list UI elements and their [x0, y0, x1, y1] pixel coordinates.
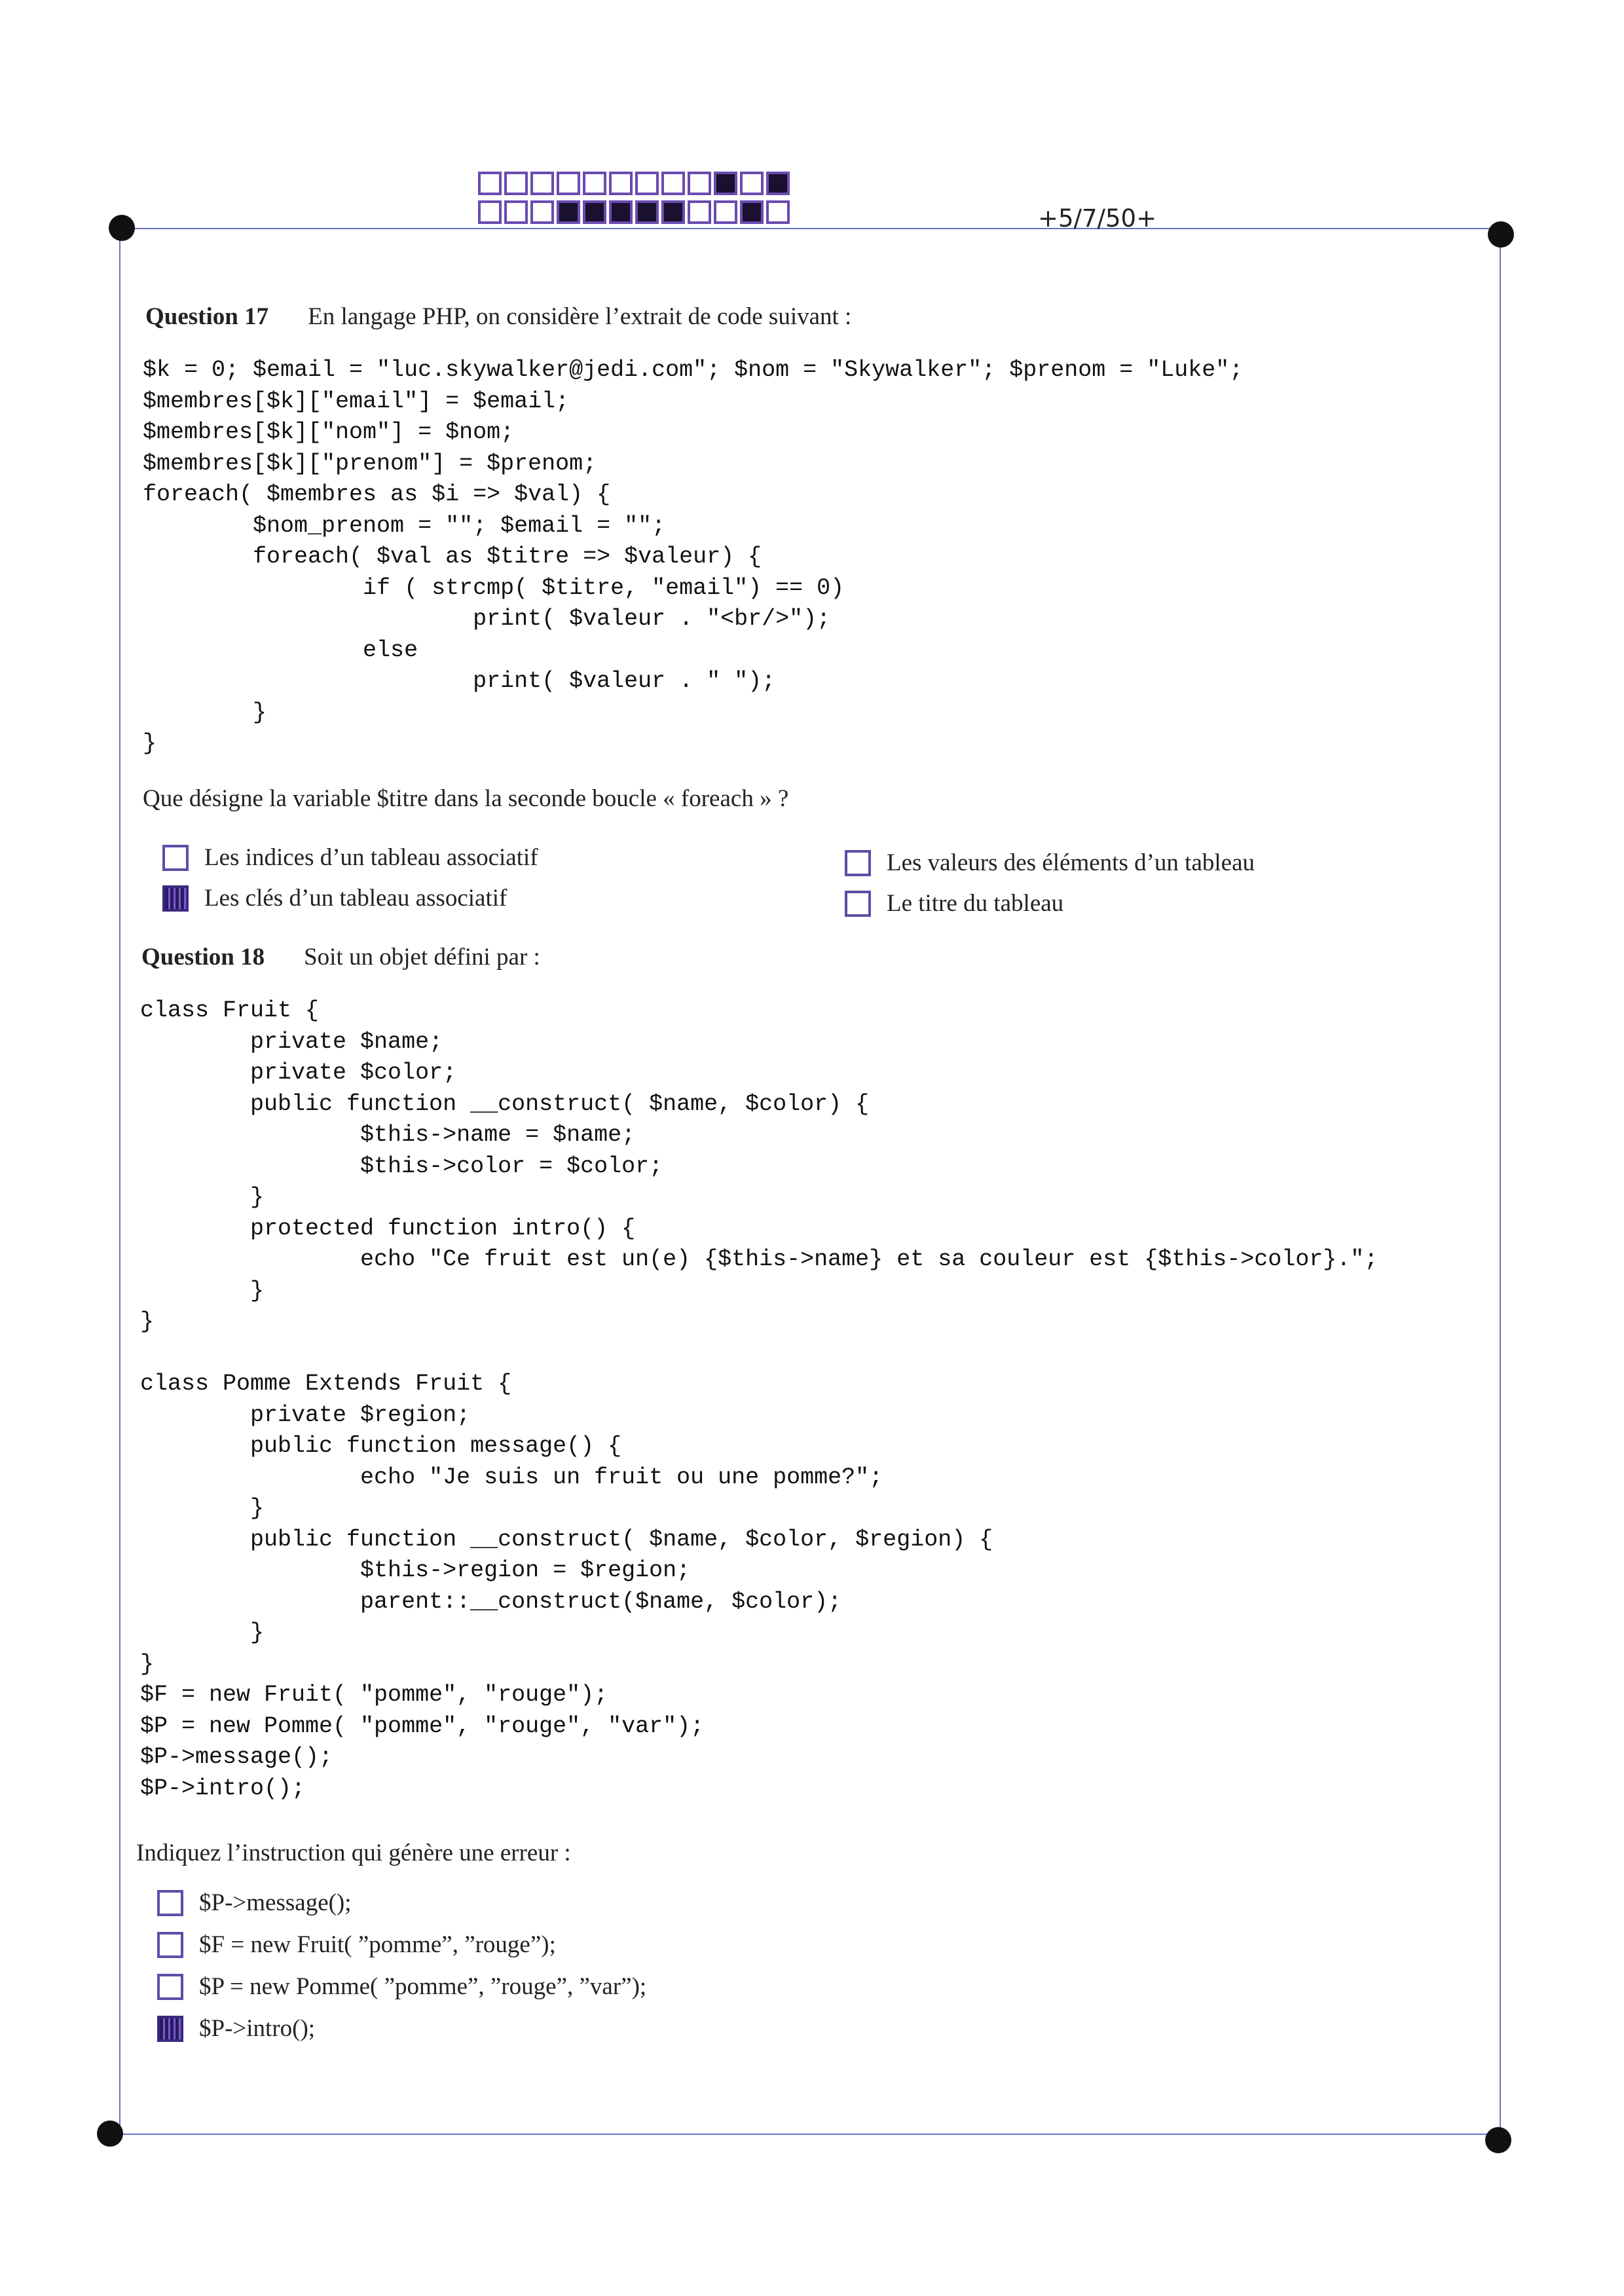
- barcode-cell: [661, 172, 685, 195]
- option-label: Le titre du tableau: [887, 890, 1064, 917]
- q17-option-3[interactable]: [845, 849, 1255, 877]
- question-18-code: class Fruit { private $name; private $color; public function __construct( $name, $color) { $this->name = $name; $this->color = $color; } protected function intro() { echo "Ce fruit est un(e) {$this->name} et sa couleur est {$this->color}."; } } class Pomme Extends Fruit { private $region; public function message() { echo "Je suis un fruit ou une pomme?"; } public function __construct( $name, $color, $region) { $this->region = $region; parent::__construct($name, $color); } } $F = new Fruit( "pomme", "rouge"); $P = new Pomme( "pomme", "rouge", "var"); $P->message(); $P->intro();: [140, 997, 1378, 1802]
- option-label: $P->message();: [199, 1889, 352, 1916]
- frame-bottom-line: [110, 2134, 1497, 2135]
- checkbox[interactable]: [157, 2016, 183, 2042]
- barcode-cell: [609, 200, 633, 224]
- question-number: Question 18: [141, 944, 265, 971]
- barcode-cell: [478, 172, 502, 195]
- barcode-cell: [766, 172, 790, 195]
- option-label: Les valeurs des éléments d’un tableau: [887, 849, 1255, 876]
- checkbox[interactable]: [162, 845, 189, 871]
- barcode-cell: [583, 172, 606, 195]
- corner-mark-top-right: [1488, 221, 1514, 248]
- question-17-code: $k = 0; $email = "luc.skywalker@jedi.com"; $nom = "Skywalker"; $prenom = "Luke"; $membres[$k]["email"] = $email; $membres[$k]["nom"] = $nom; $membres[$k]["prenom"] = $prenom; foreach( $membres as $i => $val) { $nom_prenom = ""; $email = ""; foreach( $val as $titre => $valeur) { if ( strcmp( $titre, "email") == 0) print( $valeur . "<br/>"); else print( $valeur . " "); } }: [143, 357, 1244, 756]
- barcode-cell: [688, 200, 711, 224]
- checkbox[interactable]: [157, 1890, 183, 1916]
- checkbox[interactable]: [162, 885, 189, 912]
- question-17-prompt: Que désigne la variable $titre dans la seconde boucle « foreach » ?: [143, 785, 789, 812]
- corner-mark-bottom-right: [1485, 2127, 1511, 2153]
- checkbox[interactable]: [157, 1932, 183, 1958]
- barcode-cell: [714, 172, 737, 195]
- barcode-cell: [583, 200, 606, 224]
- barcode-cell: [557, 172, 580, 195]
- barcode-cell: [609, 172, 633, 195]
- corner-mark-top-left: [109, 215, 135, 241]
- option-label: Les indices d’un tableau associatif: [204, 844, 538, 871]
- q18-option-2[interactable]: [157, 1931, 556, 1959]
- barcode-cell: [661, 200, 685, 224]
- question-18-prompt: Indiquez l’instruction qui génère une erreur :: [136, 1840, 571, 1866]
- barcode-cell: [766, 200, 790, 224]
- frame-right-line: [1500, 236, 1501, 2135]
- barcode-cell: [635, 200, 659, 224]
- q18-option-3[interactable]: [157, 1972, 646, 2001]
- barcode-cell: [635, 172, 659, 195]
- barcode-cell: [478, 200, 502, 224]
- page-id-code: +5/7/50+: [1038, 204, 1157, 232]
- checkbox[interactable]: [845, 850, 871, 876]
- barcode-cell: [714, 200, 737, 224]
- corner-mark-bottom-left: [97, 2120, 123, 2147]
- question-text: Soit un objet défini par :: [304, 944, 540, 971]
- q17-option-1[interactable]: [162, 843, 538, 872]
- barcode-cell: [740, 172, 764, 195]
- checkbox[interactable]: [845, 891, 871, 917]
- barcode-cell: [530, 172, 554, 195]
- frame-left-line: [119, 229, 120, 2135]
- question-number: Question 17: [145, 303, 269, 330]
- barcode-cell: [557, 200, 580, 224]
- barcode-row: [478, 200, 792, 224]
- checkbox[interactable]: [157, 1974, 183, 2000]
- barcode-cell: [504, 200, 528, 224]
- q18-option-4[interactable]: [157, 2014, 315, 2043]
- option-label: $P = new Pomme( ”pomme”, ”rouge”, ”var”);: [199, 1973, 647, 2000]
- q18-option-1[interactable]: [157, 1889, 352, 1917]
- question-18-heading: [141, 943, 540, 971]
- barcode-row: [478, 172, 792, 195]
- barcode-cell: [530, 200, 554, 224]
- barcode-cell: [740, 200, 764, 224]
- barcode-cell: [504, 172, 528, 195]
- q17-option-4[interactable]: [845, 889, 1063, 917]
- option-label: $F = new Fruit( ”pomme”, ”rouge”);: [199, 1931, 556, 1958]
- option-label: Les clés d’un tableau associatif: [204, 885, 507, 912]
- option-label: $P->intro();: [199, 2015, 316, 2042]
- q17-option-2[interactable]: [162, 884, 507, 912]
- frame-top-line: [121, 228, 1503, 229]
- question-17-heading: [145, 303, 851, 331]
- question-text: En langage PHP, on considère l’extrait de code suivant :: [308, 303, 852, 330]
- barcode-cell: [688, 172, 711, 195]
